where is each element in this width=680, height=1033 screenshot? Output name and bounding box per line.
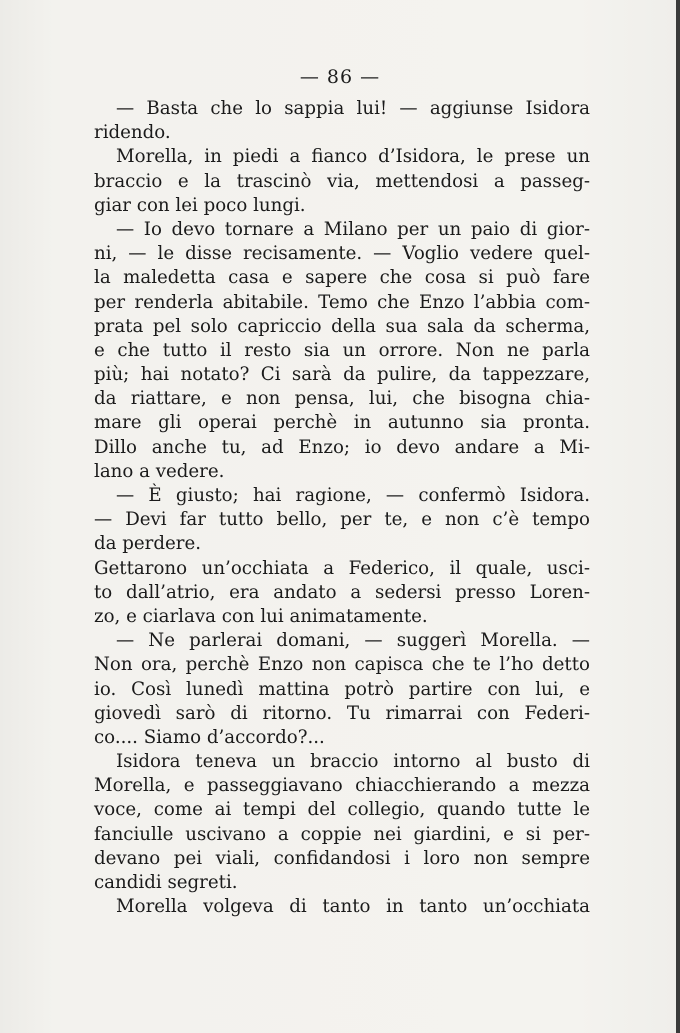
text-line: ni, — le disse recisamente. — Voglio vedere quel- bbox=[94, 243, 590, 265]
text-line: — È giusto; hai ragione, — confermò Isidora. bbox=[116, 485, 590, 506]
text-line: voce, come ai tempi del collegio, quando tutte le bbox=[94, 799, 590, 821]
text-line: fanciulle uscivano a coppie nei giardini, e si per- bbox=[94, 823, 590, 845]
text-line: Dillo anche tu, ad Enzo; io devo andare a Mi- bbox=[94, 436, 590, 458]
text-line: per renderla abitabile. Temo che Enzo l’abbia com- bbox=[94, 291, 590, 313]
text-line: ridendo. bbox=[94, 122, 171, 144]
text-line: Gettarono un’occhiata a Federico, il quale, usci- bbox=[94, 557, 590, 579]
text-line: — Basta che lo sappia lui! — aggiunse Isidora bbox=[116, 98, 590, 119]
book-spine-edge bbox=[676, 0, 680, 1033]
body-text bbox=[94, 97, 590, 919]
text-line: io. Così lunedì mattina potrò partire con lui, e bbox=[94, 678, 590, 700]
text-line: e che tutto il resto sia un orrore. Non ne parla bbox=[94, 339, 590, 361]
text-line: Isidora teneva un braccio intorno al busto di bbox=[116, 751, 590, 773]
page-number: — 86 — bbox=[299, 66, 381, 88]
text-line: da riattare, e non pensa, lui, che bisogna chia- bbox=[94, 388, 590, 410]
text-line: giar con lei poco lungi. bbox=[94, 194, 306, 216]
text-line: braccio e la trascinò via, mettendosi a passeg- bbox=[94, 170, 590, 192]
text-line: candidi segreti. bbox=[94, 872, 238, 893]
text-line: più; hai notato? Ci sarà da pulire, da tappezzare, bbox=[94, 364, 590, 386]
text-line: Non ora, perchè Enzo non capisca che te l’ho detto bbox=[94, 654, 590, 676]
text-line: devano pei viali, confidandosi i loro non sempre bbox=[94, 847, 590, 869]
text-line: — Ne parlerai domani, — suggerì Morella. — bbox=[116, 630, 590, 652]
text-line: — Io devo tornare a Milano per un paio di gior- bbox=[116, 218, 590, 240]
text-line: la maledetta casa e sapere che cosa si può fare bbox=[94, 267, 590, 289]
text-line: da perdere. bbox=[94, 533, 202, 555]
text-line: lano a vedere. bbox=[94, 460, 225, 482]
text-line: — Devi far tutto bello, per te, e non c’è tempo bbox=[94, 509, 590, 531]
text-line: zo, e ciarlava con lui animatamente. bbox=[94, 605, 428, 627]
text-line: to dall’atrio, era andato a sedersi presso Loren- bbox=[94, 581, 590, 603]
text-line: giovedì sarò di ritorno. Tu rimarrai con Federi- bbox=[94, 702, 590, 724]
text-line: Morella volgeva di tanto in tanto un’occhiata bbox=[116, 896, 590, 918]
text-line: Morella, e passeggiavano chiacchierando a mezza bbox=[94, 775, 590, 797]
text-line: mare gli operai perchè in autunno sia pronta. bbox=[94, 412, 590, 434]
text-line: co.... Siamo d’accordo?... bbox=[94, 726, 325, 748]
text-line: Morella, in piedi a fianco d’Isidora, le prese un bbox=[116, 146, 590, 168]
text-line: prata pel solo capriccio della sua sala da scherma, bbox=[94, 315, 590, 337]
